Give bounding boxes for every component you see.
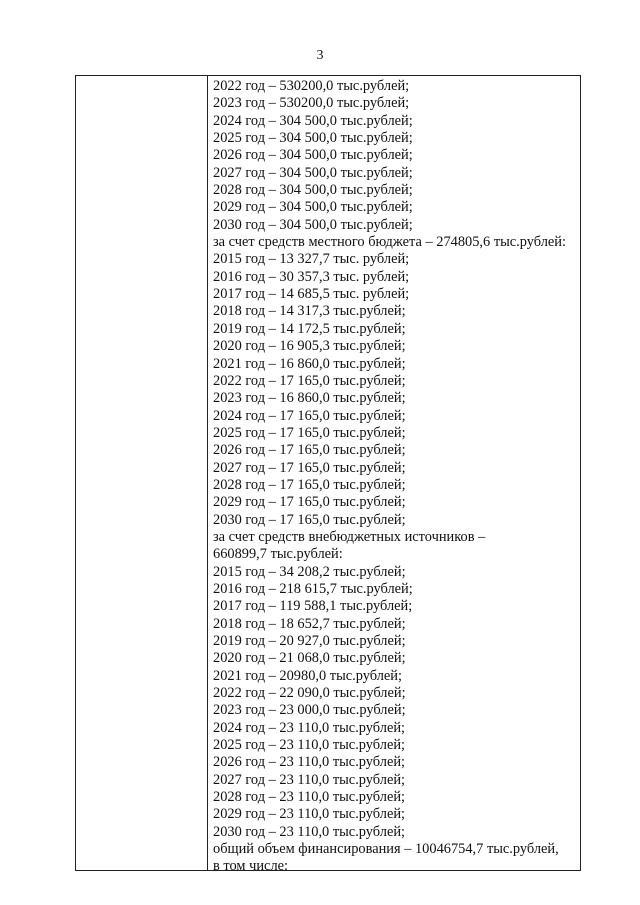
text-line: 2019 год – 14 172,5 тыс.рублей; xyxy=(213,320,406,337)
extrabudgetary-total: 660899,7 тыс.рублей: xyxy=(213,546,343,563)
text-line: 2015 год – 34 208,2 тыс.рублей; xyxy=(213,563,406,580)
text-line: 2028 год – 17 165,0 тыс.рублей; xyxy=(213,476,406,493)
text-line: 2023 год – 23 000,0 тыс.рублей; xyxy=(213,702,406,719)
including-line: в том числе: xyxy=(213,858,289,875)
column-divider xyxy=(207,76,208,870)
text-line: 2026 год – 304 500,0 тыс.рублей; xyxy=(213,147,413,164)
text-line: 2016 год – 218 615,7 тыс.рублей; xyxy=(213,580,413,597)
text-line: 2027 год – 23 110,0 тыс.рублей; xyxy=(213,771,406,788)
text-line: 2029 год – 23 110,0 тыс.рублей; xyxy=(213,806,406,823)
text-line: 2018 год – 14 317,3 тыс.рублей; xyxy=(213,303,406,320)
text-line: 2020 год – 16 905,3 тыс.рублей; xyxy=(213,338,406,355)
text-line: 2022 год – 530200,0 тыс.рублей; xyxy=(213,78,410,94)
financing-text-cell xyxy=(213,78,576,876)
text-line: 2024 год – 17 165,0 тыс.рублей; xyxy=(213,407,406,424)
text-line: 2022 год – 17 165,0 тыс.рублей; xyxy=(213,372,406,389)
text-line: 2015 год – 13 327,7 тыс. рублей; xyxy=(213,251,410,268)
text-line: 2024 год – 304 500,0 тыс.рублей; xyxy=(213,112,413,129)
text-line: 2026 год – 17 165,0 тыс.рублей; xyxy=(213,442,406,459)
text-line: 2025 год – 17 165,0 тыс.рублей; xyxy=(213,424,406,441)
text-line: 2021 год – 16 860,0 тыс.рублей; xyxy=(213,355,406,372)
text-line: 2021 год – 20980,0 тыс.рублей; xyxy=(213,667,402,684)
extrabudgetary-heading: за счет средств внебюджетных источников – xyxy=(213,528,486,545)
text-line: 2030 год – 304 500,0 тыс.рублей; xyxy=(213,216,413,233)
text-line: 2030 год – 17 165,0 тыс.рублей; xyxy=(213,511,406,528)
text-line: 2027 год – 304 500,0 тыс.рублей; xyxy=(213,164,413,181)
text-line: 2025 год – 23 110,0 тыс.рублей; xyxy=(213,737,406,754)
text-line: 2027 год – 17 165,0 тыс.рублей; xyxy=(213,459,406,476)
text-line: 2028 год – 304 500,0 тыс.рублей; xyxy=(213,182,413,199)
text-line: 2016 год – 30 357,3 тыс. рублей; xyxy=(213,268,410,285)
text-line: 2026 год – 23 110,0 тыс.рублей; xyxy=(213,754,406,771)
text-line: 2022 год – 22 090,0 тыс.рублей; xyxy=(213,685,406,702)
text-line: 2023 год – 16 860,0 тыс.рублей; xyxy=(213,390,406,407)
text-line: 2025 год – 304 500,0 тыс.рублей; xyxy=(213,130,413,147)
page-number: 3 xyxy=(316,48,324,63)
text-line: 2018 год – 18 652,7 тыс.рублей; xyxy=(213,615,406,632)
text-line: 2030 год – 23 110,0 тыс.рублей; xyxy=(213,823,406,840)
text-line: 2017 год – 14 685,5 тыс. рублей; xyxy=(213,286,410,303)
text-line: 2023 год – 530200,0 тыс.рублей; xyxy=(213,95,410,112)
text-line: 2024 год – 23 110,0 тыс.рублей; xyxy=(213,719,406,736)
local-budget-heading: за счет средств местного бюджета – 274805,6 тыс.рублей: xyxy=(213,234,567,251)
text-line: 2029 год – 304 500,0 тыс.рублей; xyxy=(213,199,413,216)
text-line: 2020 год – 21 068,0 тыс.рублей; xyxy=(213,650,406,667)
text-line: 2017 год – 119 588,1 тыс.рублей; xyxy=(213,598,413,615)
financing-table xyxy=(75,75,581,875)
text-line: 2028 год – 23 110,0 тыс.рублей; xyxy=(213,789,406,806)
total-financing-line: общий объем финансирования – 10046754,7 тыс.рублей, xyxy=(213,841,559,858)
text-line: 2029 год – 17 165,0 тыс.рублей; xyxy=(213,494,406,511)
text-line: 2019 год – 20 927,0 тыс.рублей; xyxy=(213,633,406,649)
